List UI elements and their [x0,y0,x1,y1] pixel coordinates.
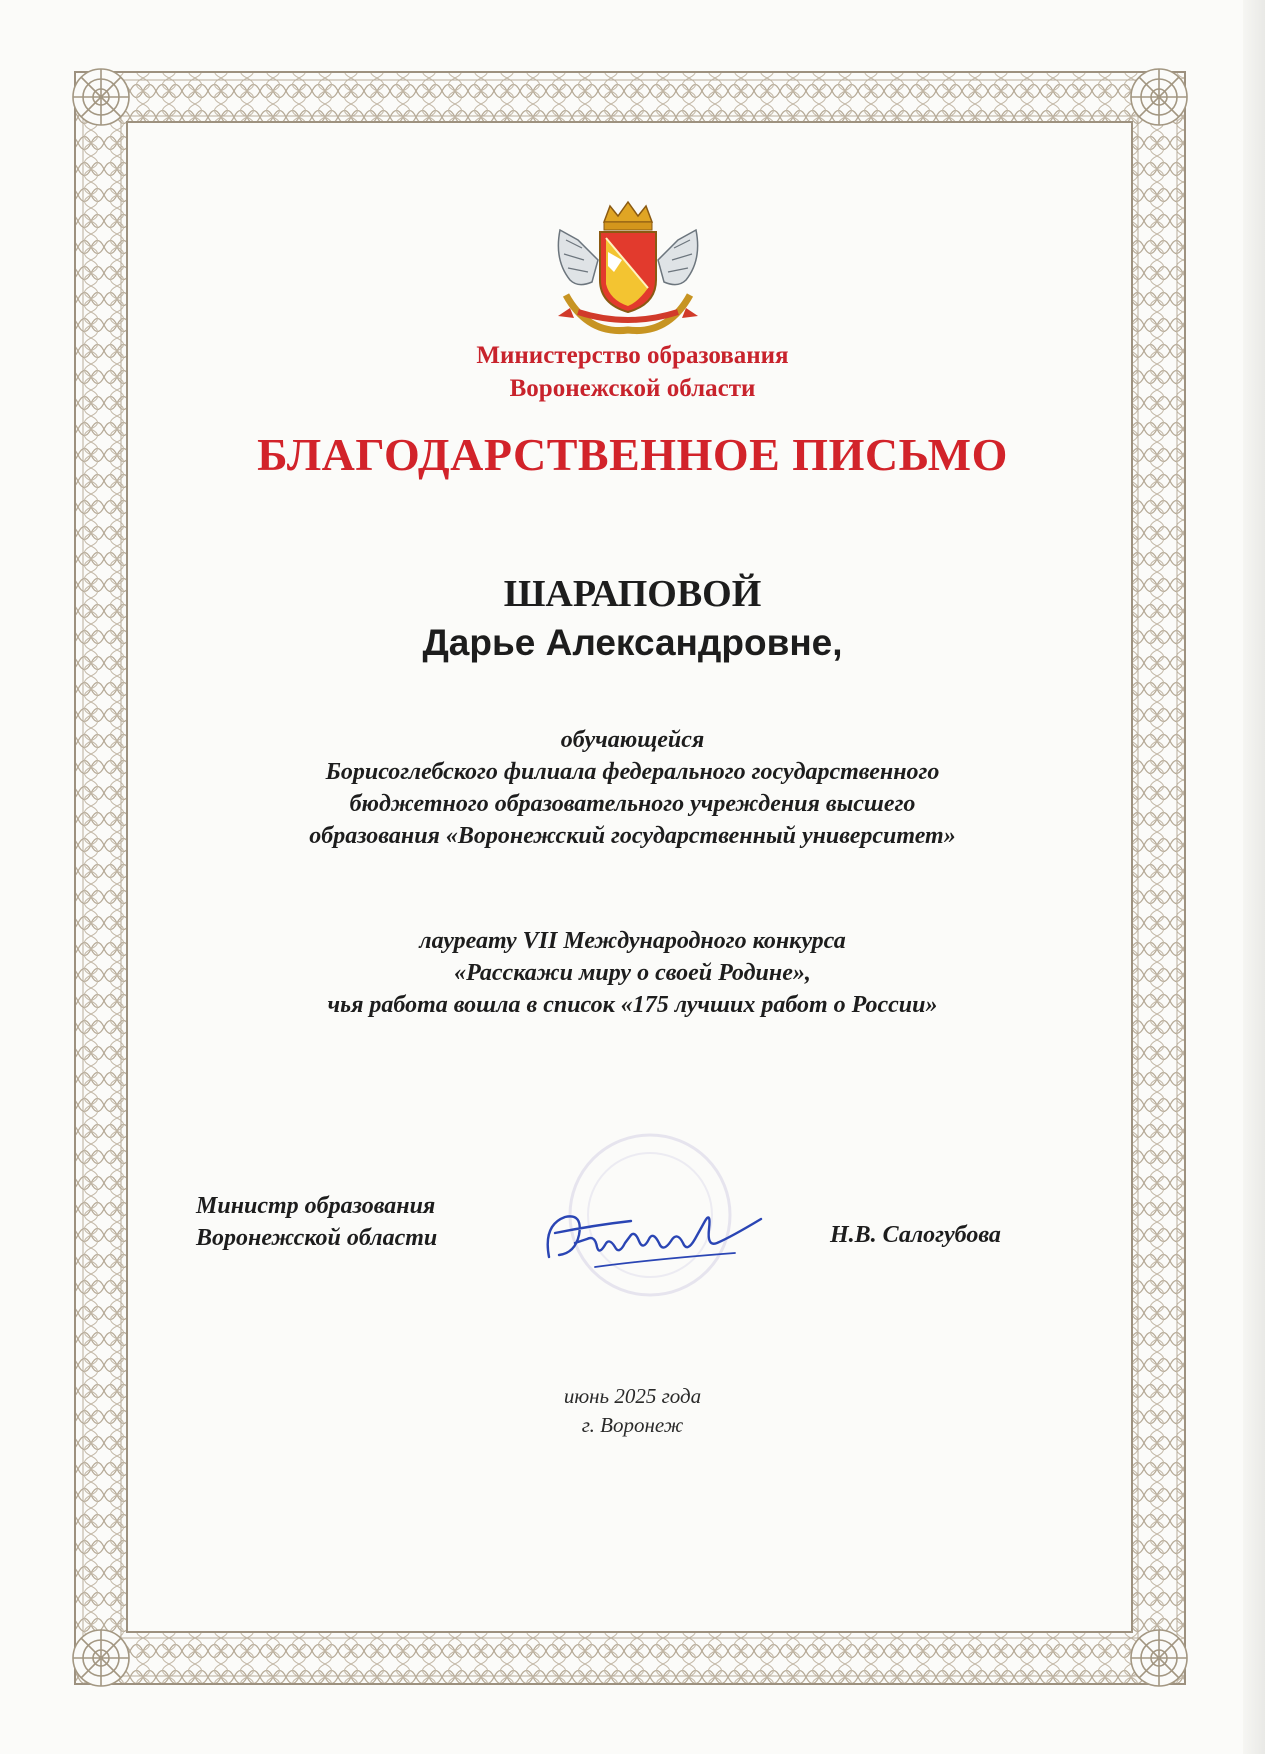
recipient-given-names: Дарье Александровне, [422,622,843,663]
handwritten-signature-icon [535,1195,775,1285]
signatory-name: Н.В. Салогубова [830,1222,1001,1248]
corner-rosette-bottom-right [1131,1630,1187,1686]
signatory-position-line-2: Воронежской области [196,1225,438,1251]
issue-date: июнь 2025 года [563,1384,702,1408]
description-line: бюджетного образовательного учреждения высшего [349,791,916,817]
description-line: обучающейся [560,727,705,753]
coat-of-arms-icon [548,200,708,340]
description-line: образования «Воронежский государственный университет» [309,823,956,849]
award-line: лауреату VII Международного конкурса [419,928,846,954]
signatory-position-line-1: Министр образования [196,1193,436,1219]
document-title: БЛАГОДАРСТВЕННОЕ ПИСЬМО [257,429,1008,480]
signatory-position [196,1190,437,1254]
corner-rosette-bottom-left [73,1630,129,1686]
award-line: чья работа вошла в список «175 лучших работ о России» [327,992,938,1018]
corner-rosette-top-left [73,69,129,125]
ministry-name-line-1: Министерство образования [476,342,789,369]
ministry-name-line-2: Воронежской области [509,375,756,402]
issue-city: г. Воронеж [581,1413,684,1437]
corner-rosette-top-right [1131,69,1187,125]
recipient-surname: ШАРАПОВОЙ [503,573,762,615]
description-line: Борисоглебского филиала федерального государственного [325,759,940,785]
award-line: «Расскажи миру о своей Родине», [454,960,811,986]
